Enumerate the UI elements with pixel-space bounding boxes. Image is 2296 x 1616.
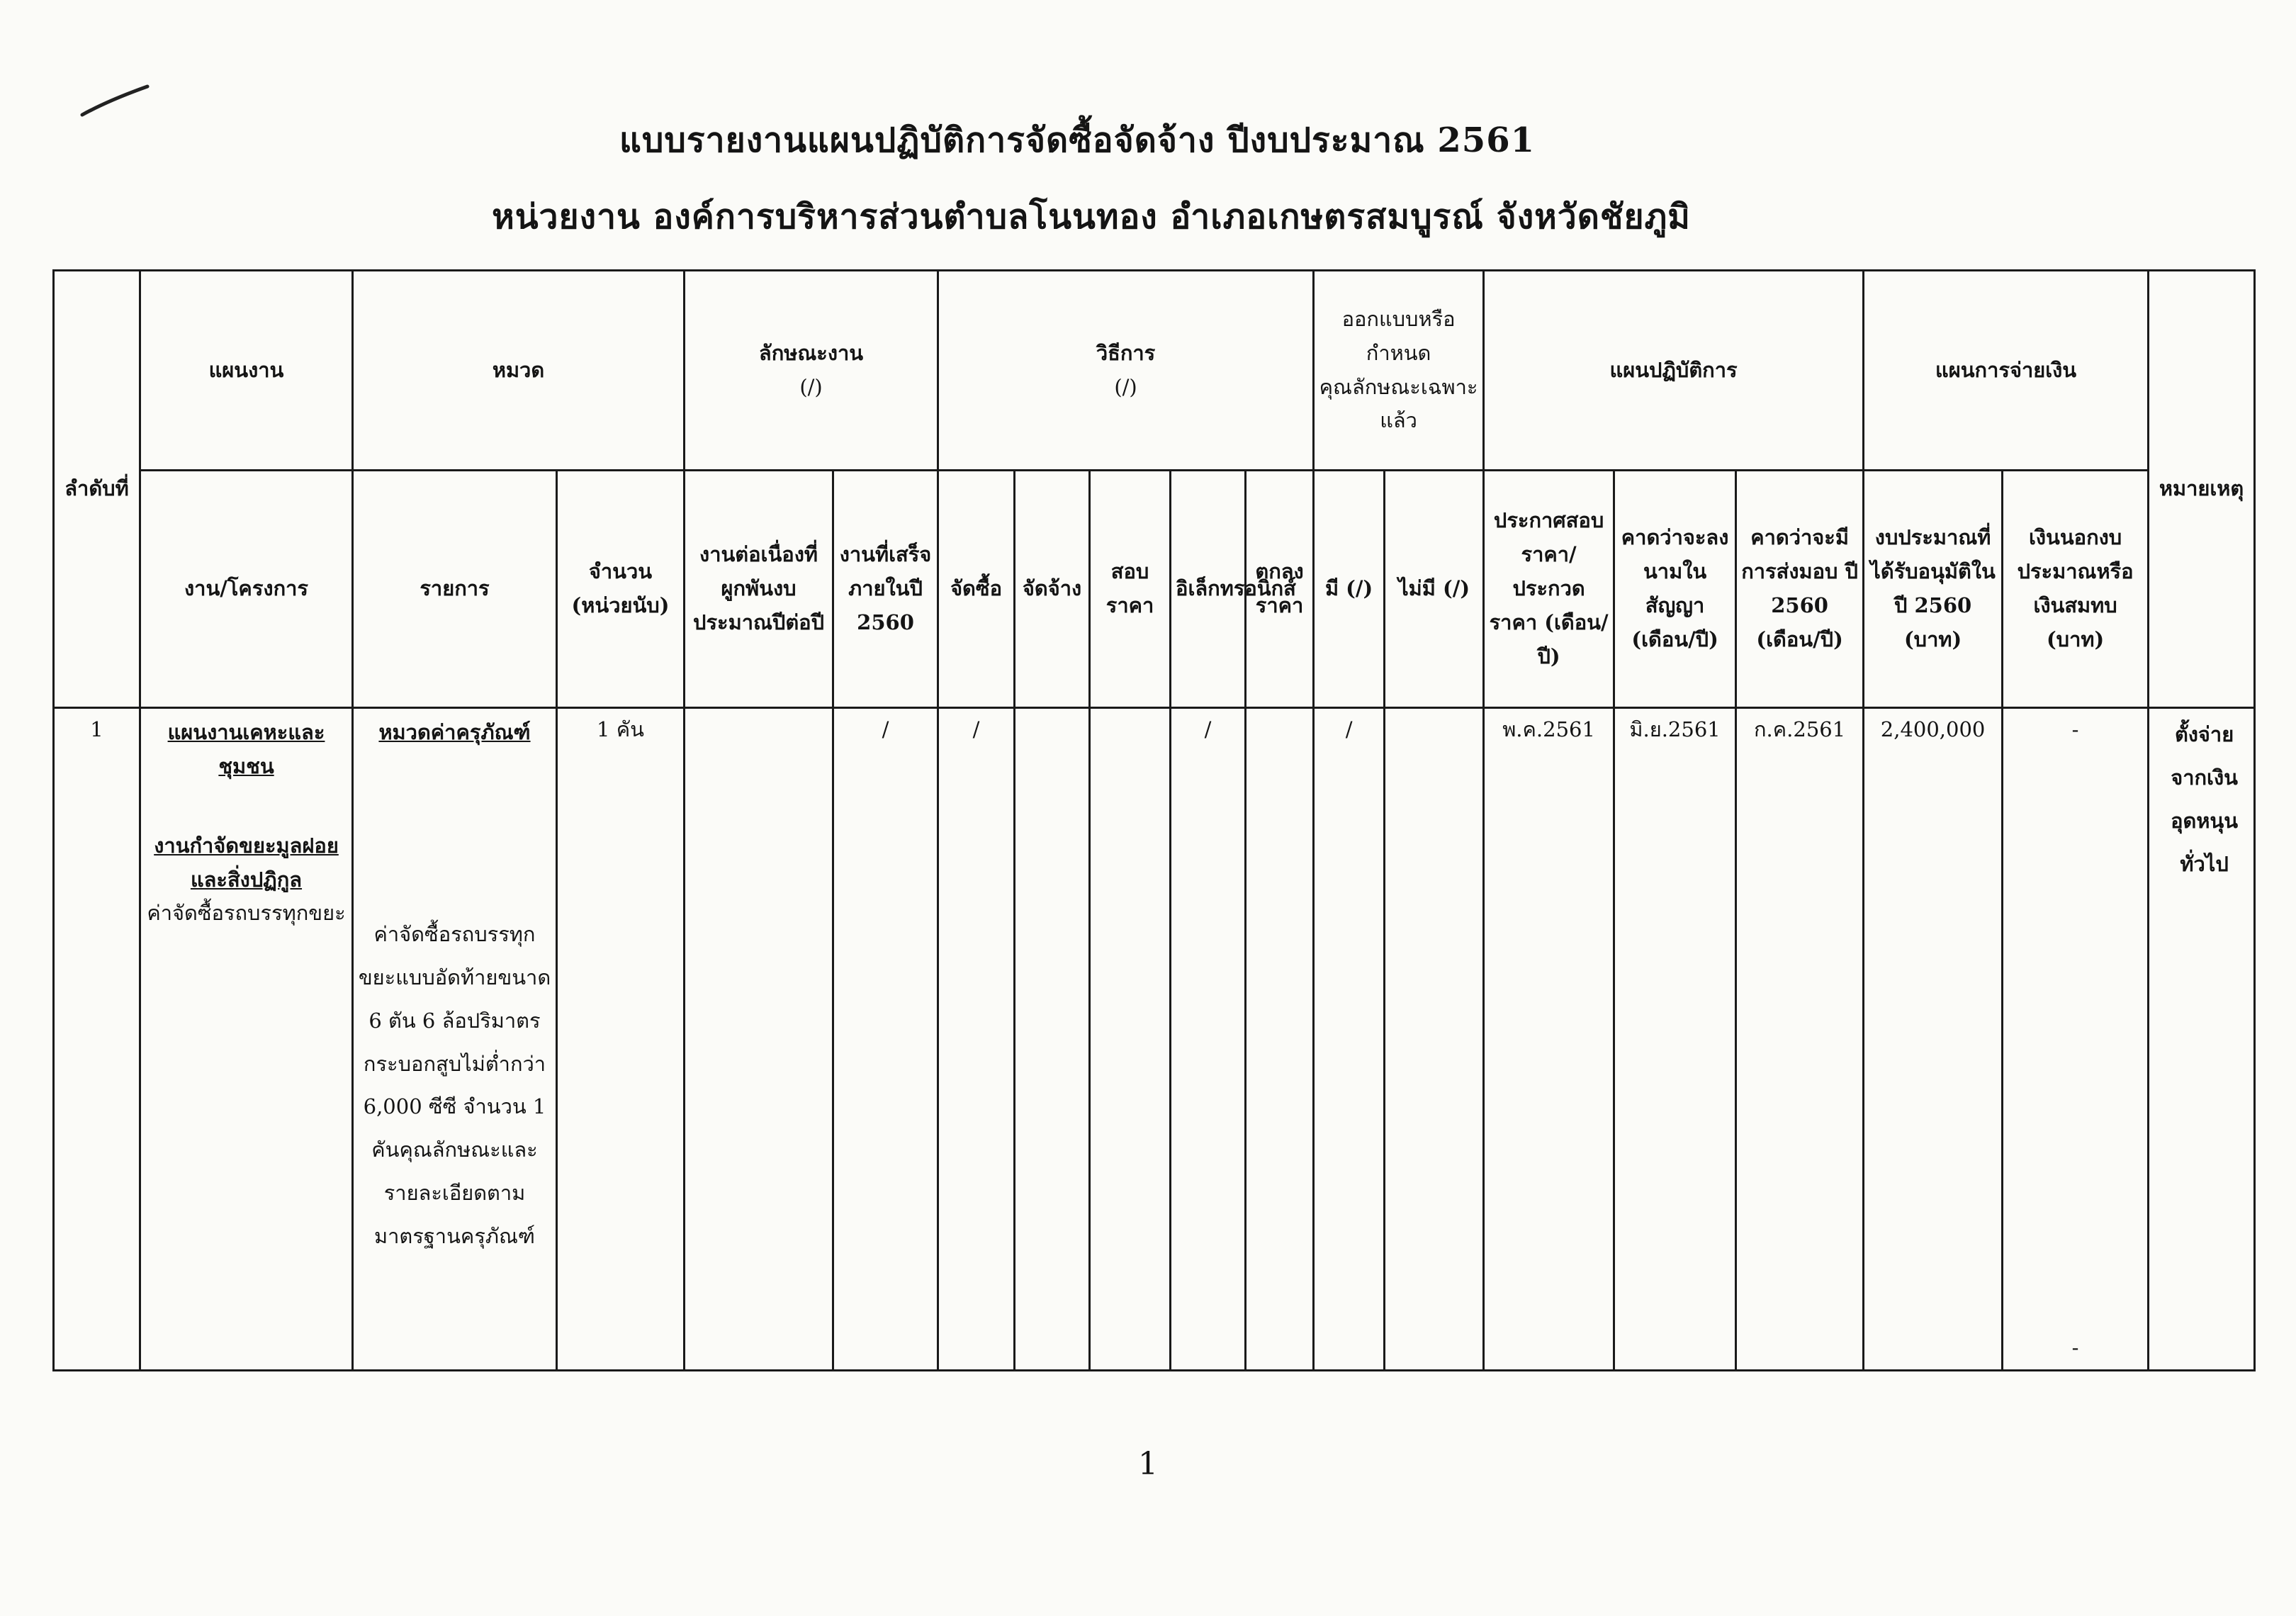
header-other-funds: เงินนอกงบประมาณหรือเงินสมทบ (บาท) bbox=[2003, 471, 2149, 708]
header-payment-plan-group: แผนการจ่ายเงิน bbox=[1864, 271, 2149, 471]
header-project: งาน/โครงการ bbox=[140, 471, 353, 708]
cell-other-funds bbox=[2003, 708, 2149, 1371]
header-delivery: คาดว่าจะมีการส่งมอบ ปี 2560 (เดือน/ปี) bbox=[1736, 471, 1864, 708]
report-title: แบบรายงานแผนปฏิบัติการจัดซื้อจัดจ้าง ปีงบประมาณ 2561 bbox=[619, 120, 1535, 160]
header-continuing: งานต่อเนื่องที่ผูกพันงบประมาณปีต่อปี bbox=[685, 471, 833, 708]
header-plan-group: แผนงาน bbox=[140, 271, 353, 471]
category-name: หมวดค่าครุภัณฑ์ bbox=[378, 720, 531, 744]
procurement-plan-table bbox=[52, 269, 2256, 1371]
header-spec-group: ออกแบบหรือกำหนดคุณลักษณะเฉพาะแล้ว bbox=[1314, 271, 1484, 471]
plan-name: แผนงานเคหะและชุมชน bbox=[167, 720, 325, 778]
header-method-group bbox=[938, 271, 1314, 471]
work-name: งานกำจัดขยะมูลฝอยและสิ่งปฏิกูล bbox=[154, 833, 339, 892]
cell-delivery: ก.ค.2561 bbox=[1736, 708, 1864, 1371]
other-funds-value: - bbox=[2071, 717, 2079, 741]
cell-purchase: / bbox=[938, 708, 1015, 1371]
page-number: 1 bbox=[1138, 1446, 1158, 1482]
method-label: วิธีการ bbox=[1096, 340, 1156, 365]
header-agreement: ตกลงราคา bbox=[1246, 471, 1314, 708]
cell-price-check bbox=[1090, 708, 1171, 1371]
method-mark: (/) bbox=[1114, 374, 1137, 399]
pen-stroke-mark bbox=[79, 84, 150, 118]
header-order: ลำดับที่ bbox=[54, 271, 140, 708]
cell-approved-budget: 2,400,000 bbox=[1864, 708, 2003, 1371]
header-completed: งานที่เสร็จภายในปี 2560 bbox=[833, 471, 938, 708]
header-sign-contract: คาดว่าจะลงนามในสัญญา (เดือน/ปี) bbox=[1614, 471, 1736, 708]
header-row-groups bbox=[54, 271, 2255, 471]
work-nature-label: ลักษณะงาน bbox=[758, 340, 864, 365]
cell-has-not bbox=[1385, 708, 1484, 1371]
cell-completed: / bbox=[833, 708, 938, 1371]
header-electronic: อิเล็กทรอนิกส์ bbox=[1171, 471, 1246, 708]
table-row bbox=[54, 708, 2255, 1371]
header-work-nature-group bbox=[685, 271, 938, 471]
cell-electronic: / bbox=[1171, 708, 1246, 1371]
header-category-group: หมวด bbox=[353, 271, 685, 471]
cell-has: / bbox=[1314, 708, 1385, 1371]
work-nature-mark: (/) bbox=[799, 374, 823, 399]
cell-project bbox=[140, 708, 353, 1371]
header-price-check: สอบราคา bbox=[1090, 471, 1171, 708]
header-item: รายการ bbox=[353, 471, 557, 708]
header-has: มี (/) bbox=[1314, 471, 1385, 708]
cell-remark: ตั้งจ่ายจากเงินอุดหนุนทั่วไป bbox=[2149, 708, 2255, 1371]
header-row-columns bbox=[54, 471, 2255, 708]
item-description: ค่าจัดซื้อรถบรรทุกขยะแบบอัดท้ายขนาด 6 ตัน 6 ล้อปริมาตรกระบอกสูบไม่ต่ำกว่า 6,000 ซีซี จำนวน 1 คันคุณลักษณะและรายละเอียดตามมาตรฐานครุภัณฑ์ bbox=[358, 921, 551, 1249]
cell-quantity: 1 คัน bbox=[557, 708, 685, 1371]
cell-announce: พ.ค.2561 bbox=[1484, 708, 1614, 1371]
cell-continuing bbox=[685, 708, 833, 1371]
header-announce: ประกาศสอบราคา/ประกวดราคา (เดือน/ปี) bbox=[1484, 471, 1614, 708]
header-quantity: จำนวน (หน่วยนับ) bbox=[557, 471, 685, 708]
cell-item bbox=[353, 708, 557, 1371]
cell-hire bbox=[1015, 708, 1090, 1371]
other-funds-bottom-mark: - bbox=[2071, 1335, 2079, 1360]
header-action-plan-group: แผนปฏิบัติการ bbox=[1484, 271, 1864, 471]
cell-order: 1 bbox=[54, 708, 140, 1371]
project-name: ค่าจัดซื้อรถบรรทุกขยะ bbox=[147, 901, 346, 926]
header-has-not: ไม่มี (/) bbox=[1385, 471, 1484, 708]
header-purchase: จัดซื้อ bbox=[938, 471, 1015, 708]
cell-sign-contract: มิ.ย.2561 bbox=[1614, 708, 1736, 1371]
header-remark: หมายเหตุ bbox=[2149, 271, 2255, 708]
agency-title: หน่วยงาน องค์การบริหารส่วนตำบลโนนทอง อำเภอเกษตรสมบูรณ์ จังหวัดชัยภูมิ bbox=[492, 197, 1691, 237]
header-approved-budget: งบประมาณที่ได้รับอนุมัติในปี 2560 (บาท) bbox=[1864, 471, 2003, 708]
cell-agreement bbox=[1246, 708, 1314, 1371]
header-hire: จัดจ้าง bbox=[1015, 471, 1090, 708]
